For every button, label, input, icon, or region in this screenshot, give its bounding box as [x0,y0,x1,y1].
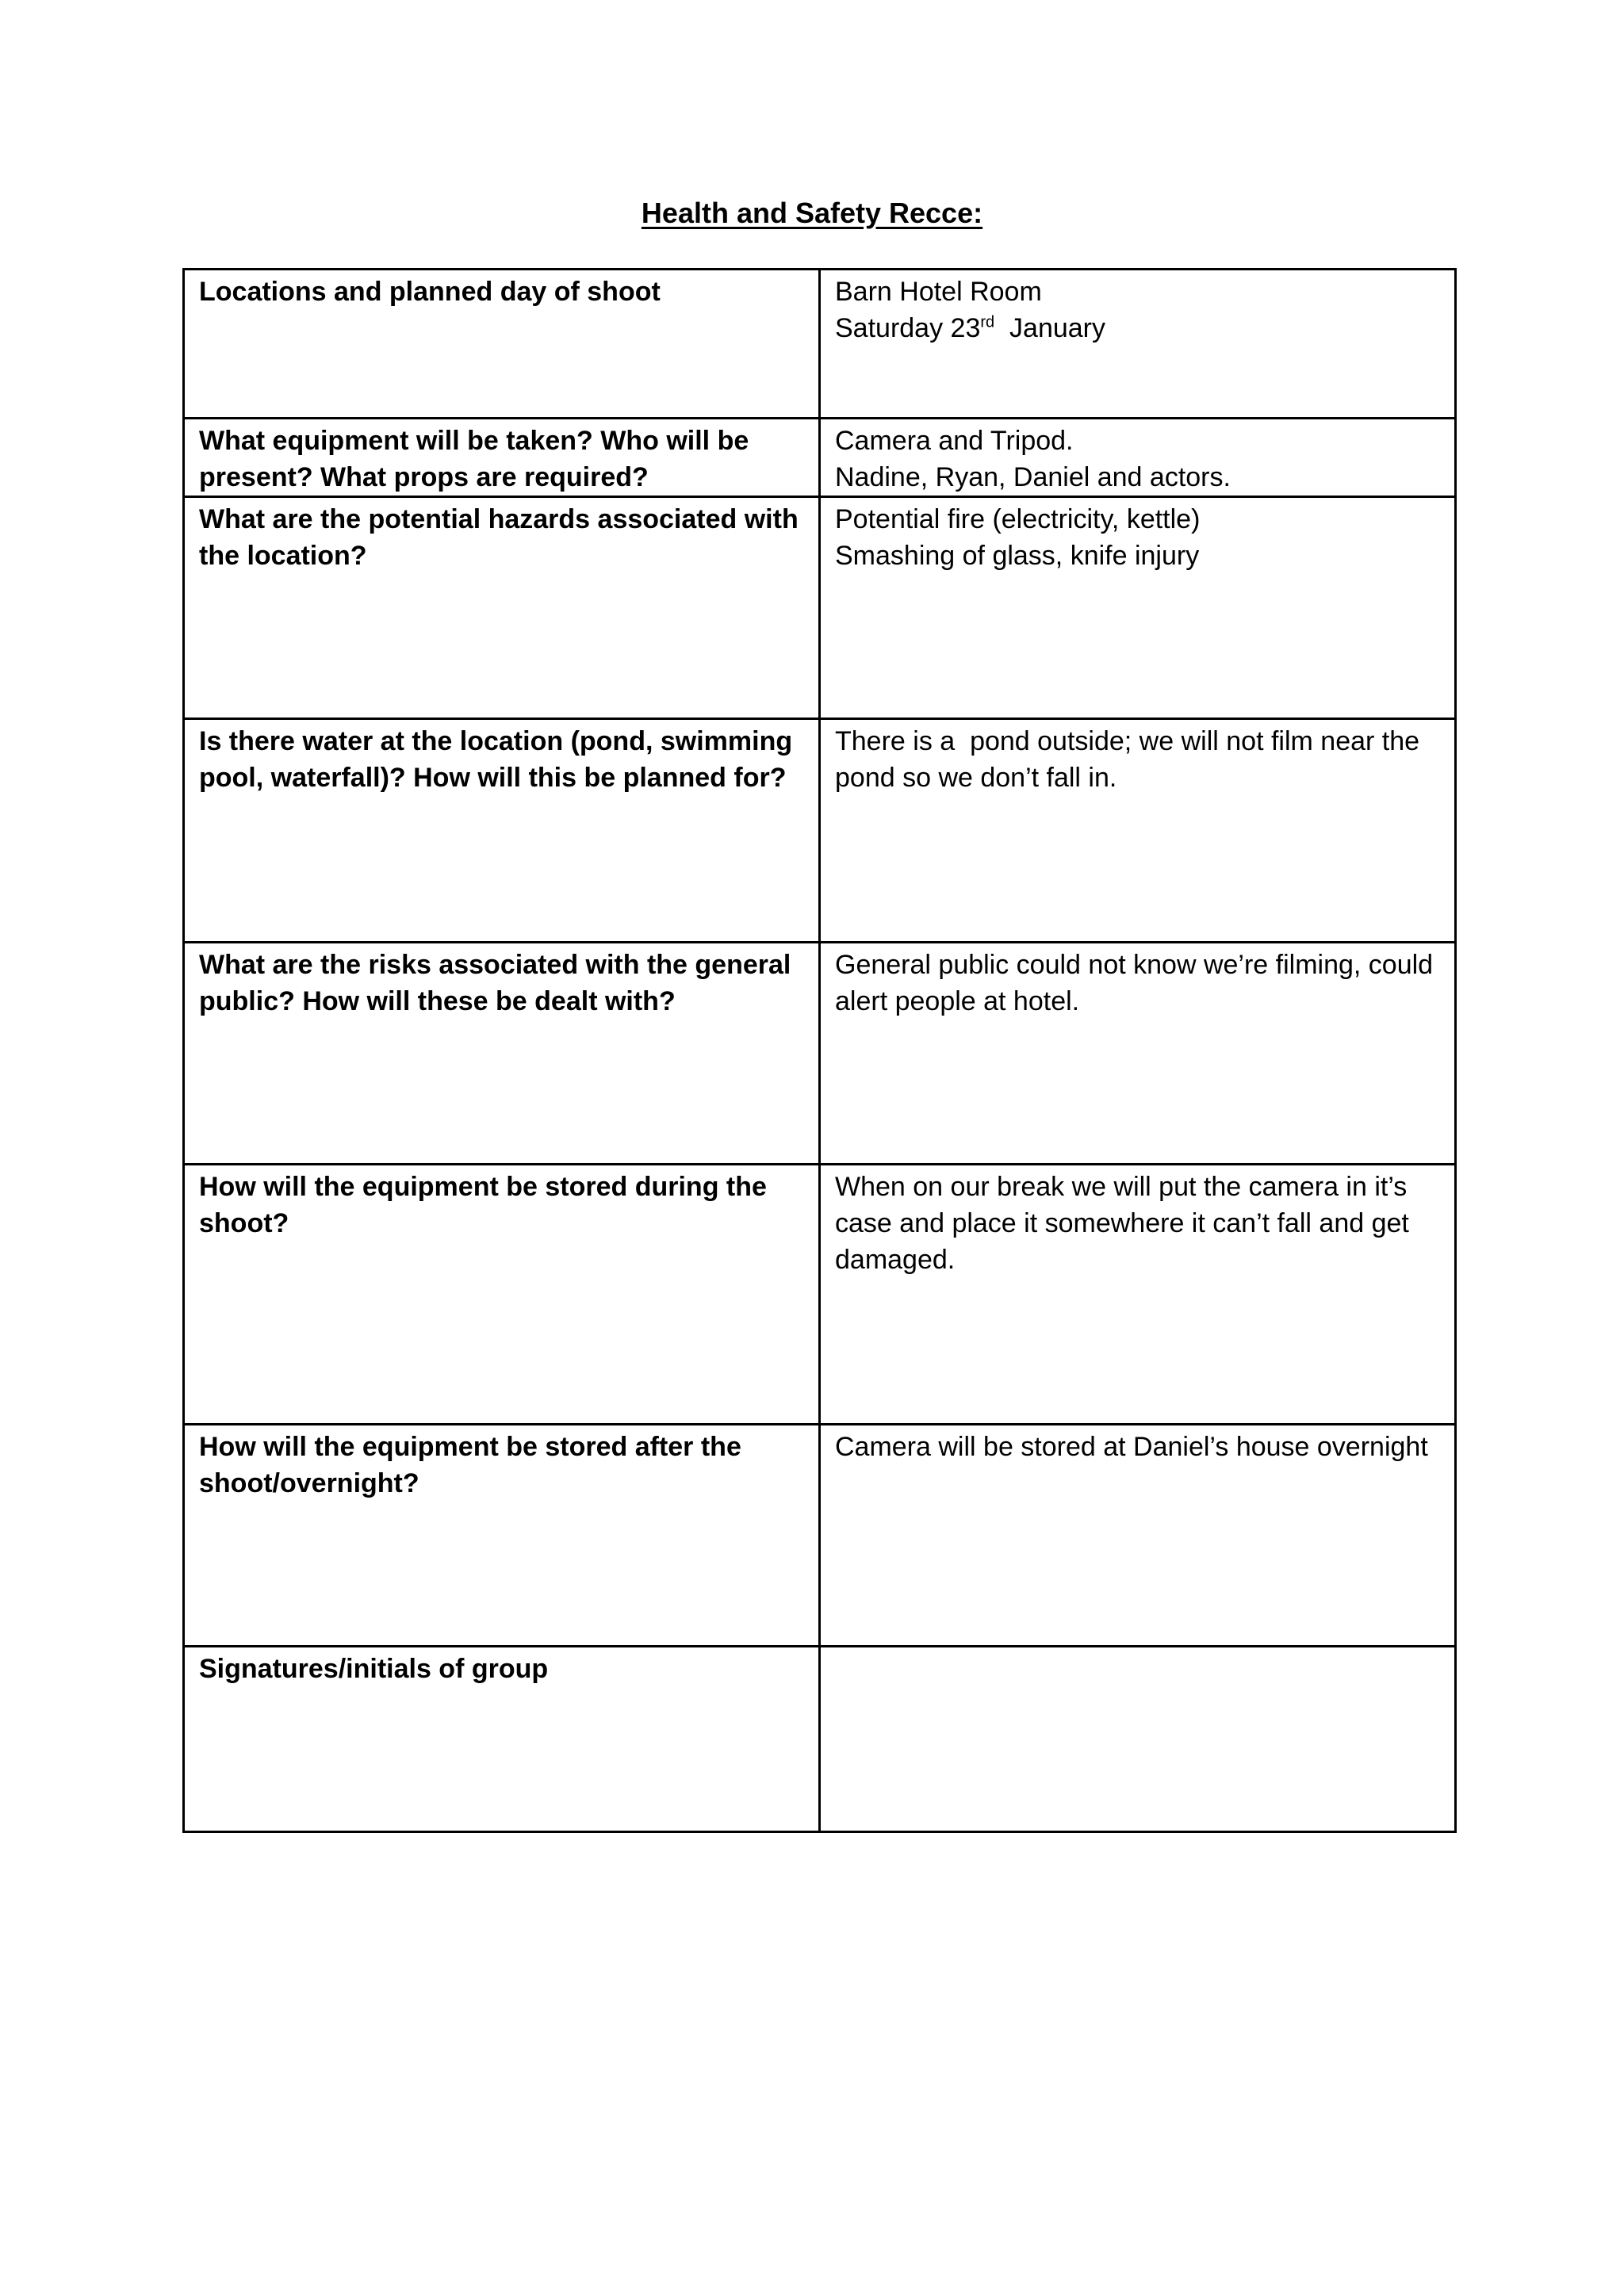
answer-line: Nadine, Ryan, Daniel and actors. [835,462,1231,492]
answer-line: When on our break we will put the camera in it’s case and place it somewhere it can’t fall and get damaged. [835,1172,1417,1275]
question-cell: What are the risks associated with the general public? How will these be dealt with? [184,943,820,1165]
answer-cell [820,497,1456,719]
answer-line: Barn Hotel Room [835,277,1042,307]
answer-line: There is a pond outside; we will not film near the pond so we don’t fall in. [835,726,1427,793]
answer-cell [820,1425,1456,1647]
table-row [184,719,1456,943]
table-row [184,1425,1456,1647]
answer-line: General public could not know we’re filming, could alert people at hotel. [835,950,1441,1016]
table-row [184,1647,1456,1832]
question-cell: How will the equipment be stored after the shoot/overnight? [184,1425,820,1647]
question-cell: Locations and planned day of shoot [184,270,820,419]
table-row [184,943,1456,1165]
answer-cell [820,270,1456,419]
recce-form-table [182,268,1457,1833]
answer-text: Saturday 23 [835,313,981,343]
answer-line: Potential fire (electricity, kettle) [835,504,1201,534]
answer-cell [820,1165,1456,1425]
answer-line: Camera and Tripod. [835,426,1074,456]
answer-text: January [994,313,1106,343]
ordinal-suffix: rd [980,313,995,331]
answer-line [835,310,1440,346]
signature-field[interactable] [820,1647,1456,1832]
answer-cell [820,719,1456,943]
table-row [184,419,1456,497]
question-cell: Signatures/initials of group [184,1647,820,1832]
table-row [184,1165,1456,1425]
question-cell: What equipment will be taken? Who will be present? What props are required? [184,419,820,497]
answer-line: Camera will be stored at Daniel’s house overnight [835,1432,1428,1462]
answer-line: Smashing of glass, knife injury [835,541,1200,571]
question-cell: How will the equipment be stored during the shoot? [184,1165,820,1425]
table-row [184,497,1456,719]
answer-cell [820,943,1456,1165]
table-row [184,270,1456,419]
answer-cell [820,419,1456,497]
page-title: Health and Safety Recce: [641,197,983,229]
question-cell: What are the potential hazards associated with the location? [184,497,820,719]
question-cell: Is there water at the location (pond, swimming pool, waterfall)? How will this be planned for? [184,719,820,943]
